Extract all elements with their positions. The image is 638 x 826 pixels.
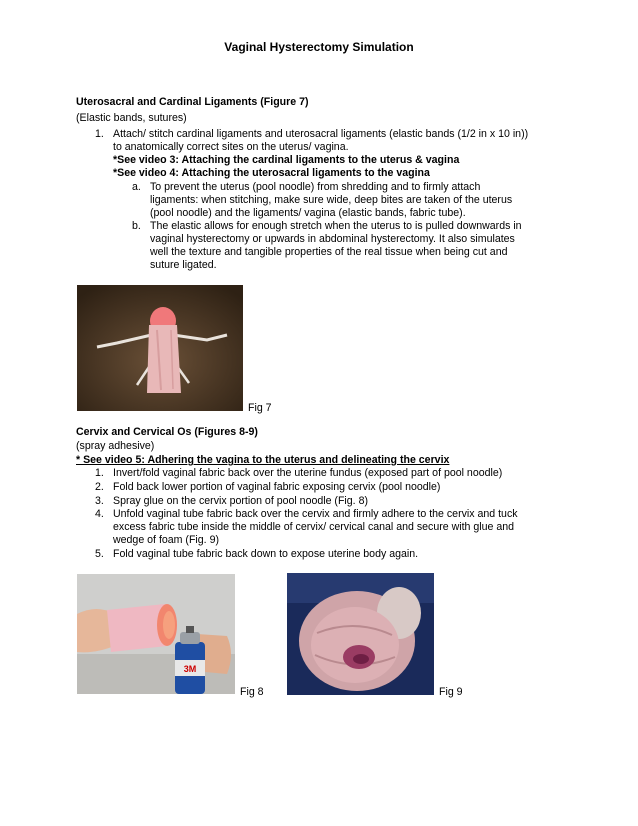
sub-list-text: (pool noodle) and the ligaments/ vagina (elastic bands, fabric tube). bbox=[150, 207, 466, 219]
sub-list-label: b. bbox=[132, 220, 141, 232]
sub-list-text: well the texture and tangible properties of the real tissue when being cut and bbox=[150, 246, 508, 258]
figure-7-caption: Fig 7 bbox=[248, 402, 272, 414]
figure-8-caption: Fig 8 bbox=[240, 686, 264, 698]
list-item-text: Invert/fold vaginal fabric back over the uterine fundus (exposed part of pool noodle) bbox=[113, 467, 503, 479]
video-reference: *See video 3: Attaching the cardinal ligaments to the uterus & vagina bbox=[113, 154, 460, 166]
video-reference: * See video 5: Adhering the vagina to the uterus and delineating the cervix bbox=[76, 454, 450, 466]
list-item-text: wedge of foam (Fig. 9) bbox=[113, 534, 219, 546]
sub-list-text: ligaments: when stitching, make sure wide, deep bites are taken of the uterus bbox=[150, 194, 513, 206]
figure-8-photo bbox=[77, 574, 235, 694]
spray-can-label: 3M bbox=[183, 664, 197, 674]
list-number: 1. bbox=[95, 128, 104, 140]
figure-9-caption: Fig 9 bbox=[439, 686, 463, 698]
list-item-text: excess fabric tube inside the middle of cervix/ cervical canal and secure with glue and bbox=[113, 521, 515, 533]
list-item-text: Unfold vaginal tube fabric back over the cervix and firmly adhere to the cervix and tuck bbox=[113, 508, 518, 520]
section-materials-ligaments: (Elastic bands, sutures) bbox=[76, 112, 187, 124]
list-item-text: Attach/ stitch cardinal ligaments and uterosacral ligaments (elastic bands (1/2 in x 10 in)) bbox=[113, 128, 529, 140]
page-title: Vaginal Hysterectomy Simulation bbox=[224, 40, 414, 54]
sub-list-text: vaginal hysterectomy or upwards in abdominal hysterectomy. It also simulates bbox=[150, 233, 515, 245]
list-item-text: Spray glue on the cervix portion of pool noodle (Fig. 8) bbox=[113, 495, 368, 507]
list-number: 1. bbox=[95, 467, 104, 479]
list-item-text: Fold back lower portion of vaginal fabric exposing cervix (pool noodle) bbox=[113, 481, 441, 493]
list-number: 2. bbox=[95, 481, 104, 493]
list-number: 5. bbox=[95, 548, 104, 560]
figure-9-photo bbox=[287, 573, 434, 695]
section-heading-cervix: Cervix and Cervical Os (Figures 8-9) bbox=[76, 426, 258, 438]
list-number: 3. bbox=[95, 495, 104, 507]
figure-7-photo bbox=[77, 285, 243, 411]
sub-list-text: suture ligated. bbox=[150, 259, 217, 271]
section-materials-cervix: (spray adhesive) bbox=[76, 440, 155, 452]
sub-list-text: The elastic allows for enough stretch when the uterus to is pulled downwards in bbox=[150, 220, 522, 232]
section-heading-ligaments: Uterosacral and Cardinal Ligaments (Figure 7) bbox=[76, 96, 309, 108]
list-number: 4. bbox=[95, 508, 104, 520]
sub-list-label: a. bbox=[132, 181, 141, 193]
sub-list-text: To prevent the uterus (pool noodle) from shredding and to firmly attach bbox=[150, 181, 481, 193]
video-reference: *See video 4: Attaching the uterosacral ligaments to the vagina bbox=[113, 167, 430, 179]
list-item-text: Fold vaginal tube fabric back down to expose uterine body again. bbox=[113, 548, 419, 560]
list-item-text: to anatomically correct sites on the uterus/ vagina. bbox=[113, 141, 349, 153]
